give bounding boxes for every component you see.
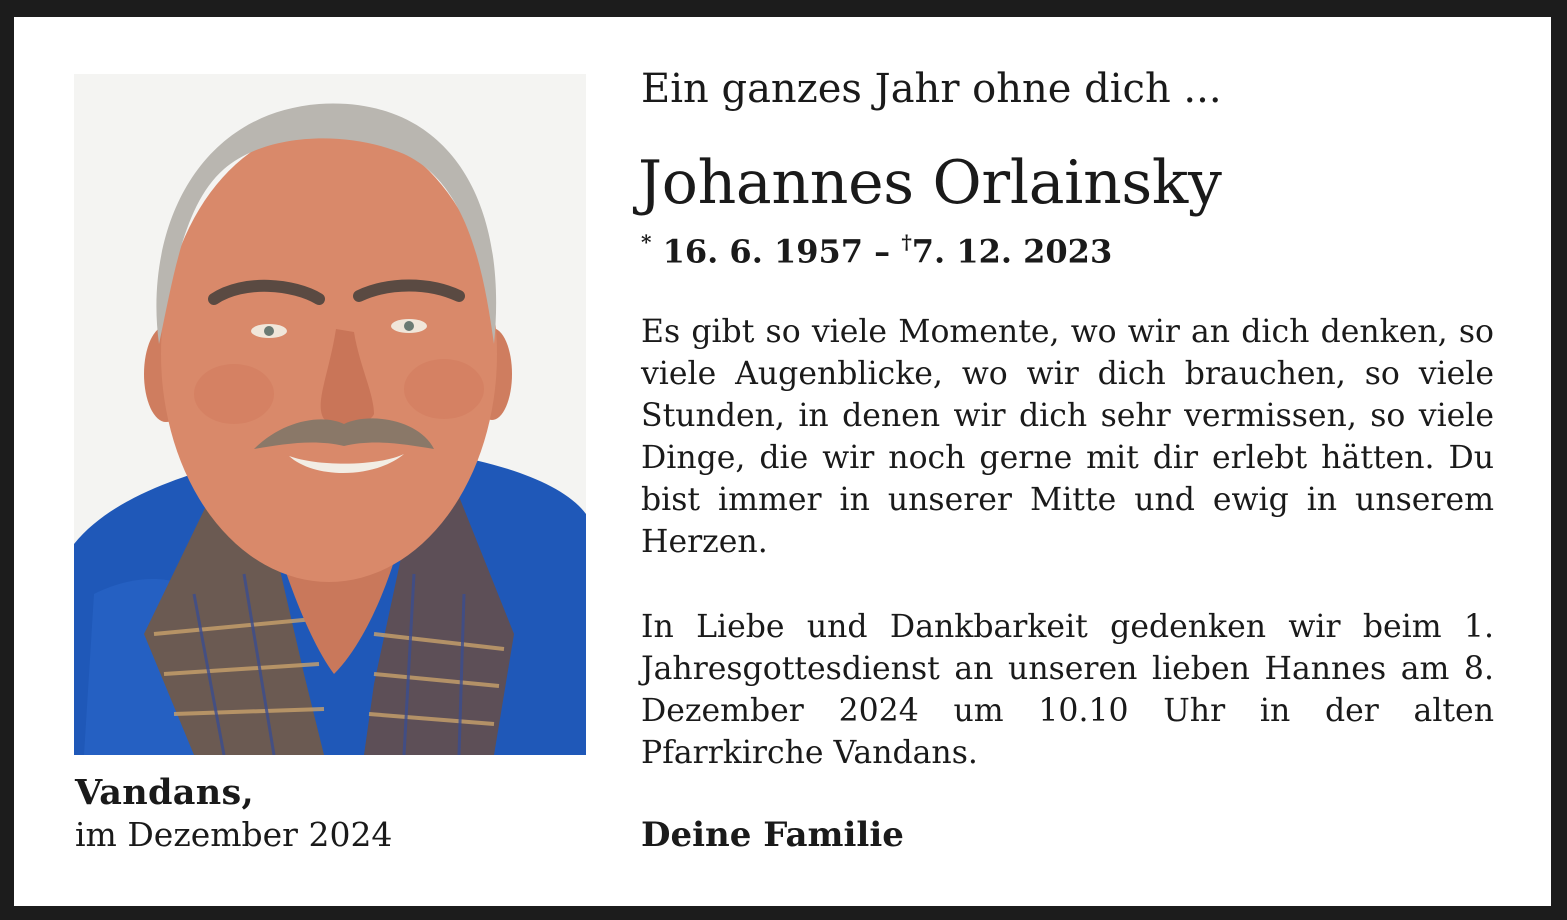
deceased-name: Johannes Orlainsky [638, 148, 1222, 218]
death-symbol: † [901, 230, 912, 254]
place-label: Vandans, [75, 772, 254, 813]
death-date: 7. 12. 2023 [911, 232, 1113, 271]
intro-line: Ein ganzes Jahr ohne dich ... [641, 66, 1222, 112]
portrait-photo [74, 74, 586, 755]
signoff: Deine Familie [641, 815, 904, 855]
memorial-text: Es gibt so viele Momente, wo wir an dich denken, so viele Augenblicke, wo wir dich brauchen, so viele Stunden, in denen wir dich sehr vermissen, so viele Dinge, die wir noch gerne mit dir erlebt hätten. Du bist immer in unserer Mitte und ewig in unserem Herzen. [641, 314, 1494, 560]
birth-date: 16. 6. 1957 [662, 232, 864, 271]
notice-date: im Dezember 2024 [75, 815, 393, 854]
birth-symbol: * [641, 230, 652, 254]
date-separator: – [863, 232, 902, 271]
service-announcement: In Liebe und Dankbarkeit gedenken wir beim 1. Jahresgottesdienst an unseren lieben Hannes am 8. Dezember 2024 um 10.10 Uhr in der alten Pfarrkirche Vandans. [641, 609, 1494, 771]
life-dates [641, 232, 1112, 271]
